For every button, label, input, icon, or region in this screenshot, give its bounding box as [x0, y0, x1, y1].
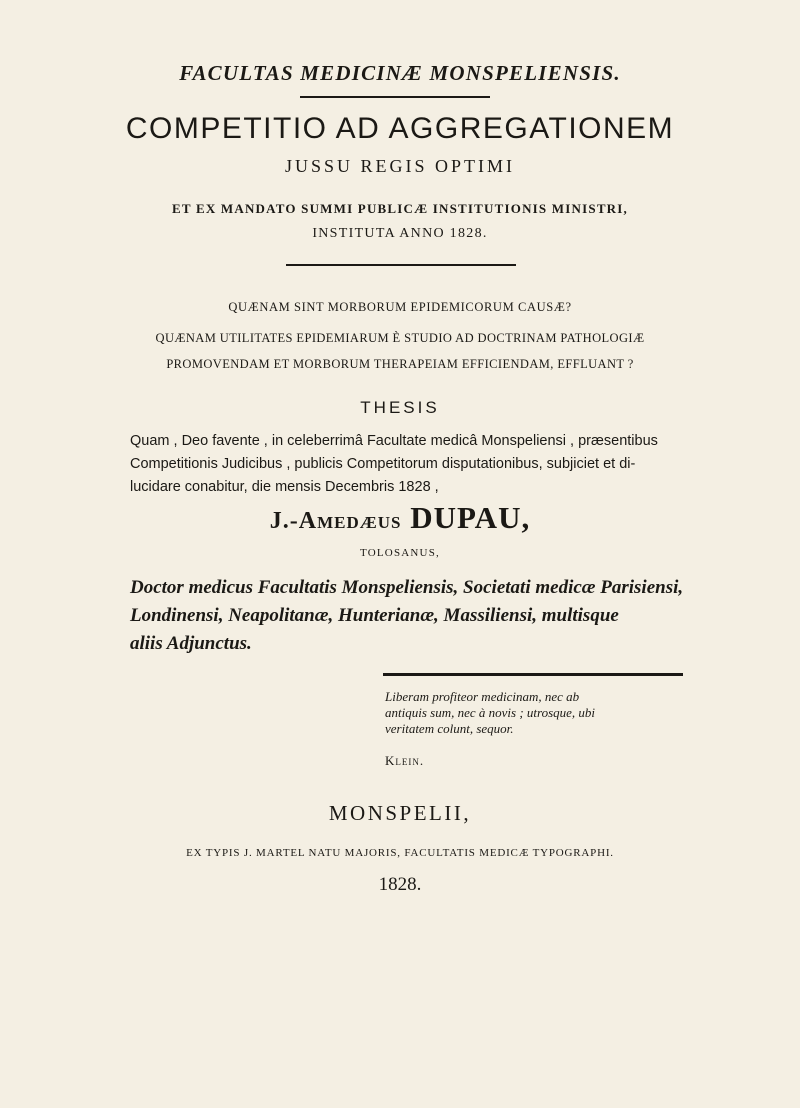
author-titles-line-1: Doctor medicus Facultatis Monspeliensis, Societati medicæ Parisiensi, [130, 577, 684, 598]
imprint-printer: EX TYPIS J. MARTEL NATU MAJORIS, FACULTATIS MEDICÆ TYPOGRAPHI. [186, 847, 614, 859]
epigraph-line-3-text: veritatem colunt, sequor. [385, 721, 514, 736]
instituta-line: INSTITUTA ANNO 1828. [312, 226, 488, 241]
author-surname: DUPAU, [410, 500, 531, 535]
thesis-line-1: Quam , Deo favente , in celeberrimâ Facultate medicâ Monspeliensi , præsentibus [130, 433, 658, 449]
mandato-line: ET EX MANDATO SUMMI PUBLICÆ INSTITUTIONIS MINISTRI, [172, 201, 628, 216]
epigraph-line-1: Liberam profiteor medicinam, nec ab [385, 689, 580, 704]
header-rule [300, 96, 490, 98]
epigraph-attribution: Klein. [385, 753, 425, 768]
faculty-header: FACULTAS MEDICINÆ MONSPELIENSIS. [179, 61, 621, 85]
thesis-line-3: lucidare conabitur, die mensis Decembris 1828 , [130, 479, 439, 495]
thesis-line-2: Competitionis Judicibus , publicis Competitorum disputationibus, subjiciet et di- [130, 456, 636, 472]
imprint-year: 1828. [378, 874, 422, 895]
thesis-heading: THESIS [360, 398, 440, 417]
title-rule [286, 264, 516, 266]
jussu-line: JUSSU REGIS OPTIMI [284, 156, 516, 176]
epigraph-line-3 [385, 721, 685, 769]
question-2-line-1: QUÆNAM UTILITATES EPIDEMIARUM È STUDIO AD DOCTRINAM PATHOLOGIÆ [155, 331, 645, 345]
author-prefix: J.-Amedæus [269, 508, 402, 534]
quote-rule [383, 673, 683, 676]
author-titles-line-2: Londinensi, Neapolitanæ, Hunterianæ, Massiliensi, multisque [130, 605, 619, 626]
epigraph [385, 689, 685, 769]
question-2-line-2: PROMOVENDAM ET MORBORUM THERAPEIAM EFFICIENDAM, EFFLUANT ? [166, 357, 634, 371]
author-titles [130, 574, 690, 658]
author-titles-line-3: aliis Adjunctus. [130, 633, 252, 654]
main-title: COMPETITIO AD AGGREGATIONEM [125, 112, 675, 145]
author-name [0, 500, 800, 536]
epigraph-line-2: antiquis sum, nec à novis ; utrosque, ubi [385, 705, 596, 720]
imprint-city: MONSPELII, [328, 801, 472, 825]
question-1: QUÆNAM SINT MORBORUM EPIDEMICORUM CAUSÆ? [228, 300, 572, 314]
thesis-paragraph [130, 430, 690, 499]
author-origin: TOLOSANUS, [360, 547, 440, 559]
